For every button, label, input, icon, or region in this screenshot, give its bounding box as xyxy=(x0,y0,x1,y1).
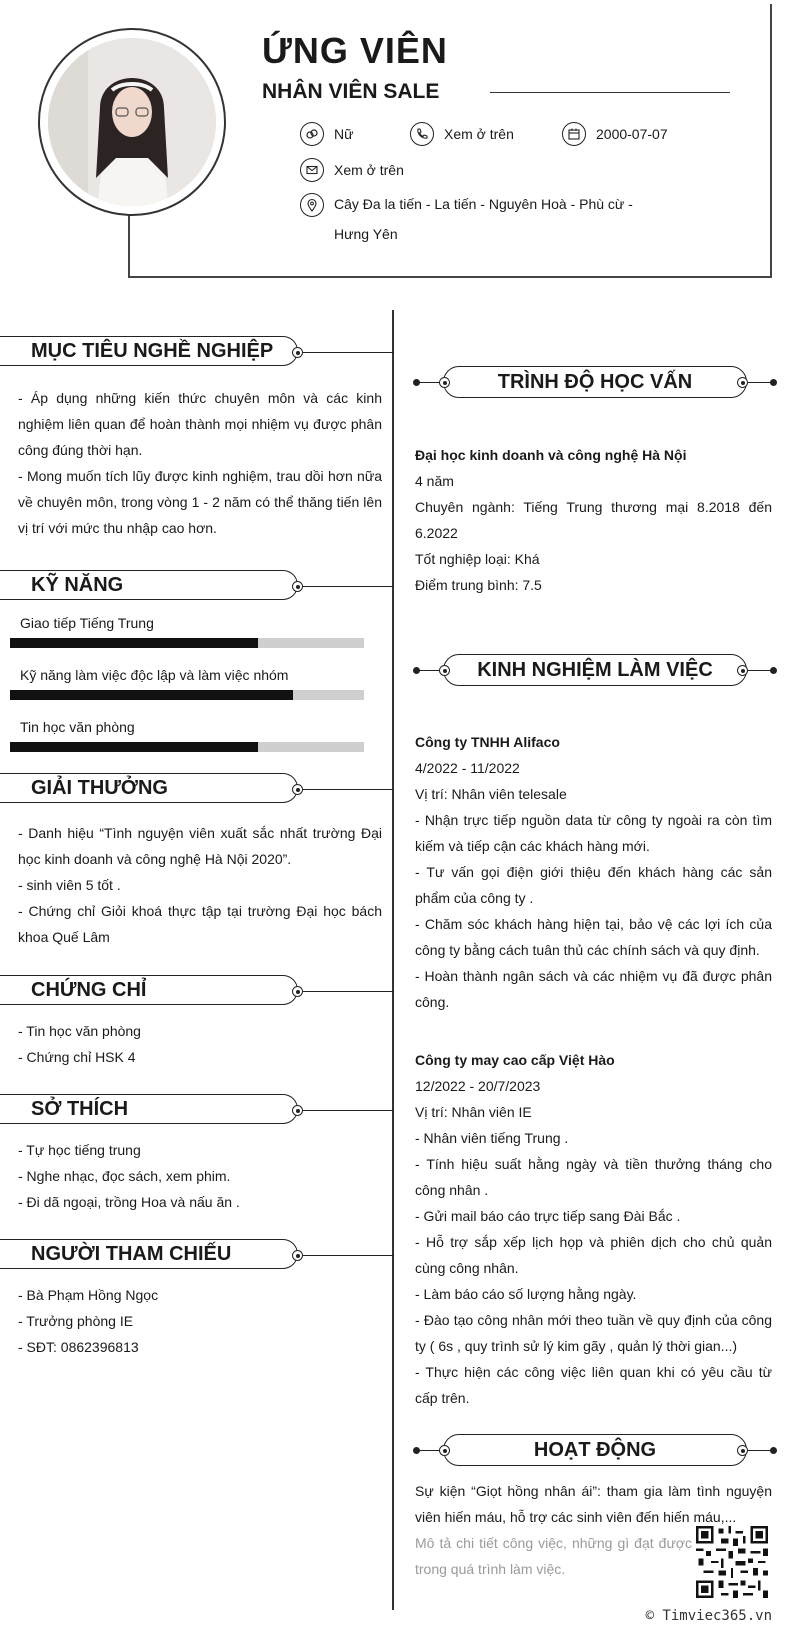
gender-value: Nữ xyxy=(334,126,354,142)
certificates-text: - Tin học văn phòng - Chứng chỉ HSK 4 xyxy=(18,1023,141,1065)
calendar-icon xyxy=(562,122,586,146)
footer-brand: © Timviec365.vn xyxy=(645,1608,772,1624)
section-header-references: NGƯỜI THAM CHIẾU xyxy=(0,1239,395,1273)
birthdate-value: 2000-07-07 xyxy=(596,126,668,142)
column-divider xyxy=(392,310,394,1610)
address-row xyxy=(300,193,664,249)
section-header-activities: HOẠT ĐỘNG xyxy=(415,1434,775,1468)
skill-label: Giao tiếp Tiếng Trung xyxy=(20,615,154,631)
skill-bar xyxy=(10,638,364,648)
section-header-skills: KỸ NĂNG xyxy=(0,570,395,604)
gender-icon xyxy=(300,122,324,146)
section-header-hobbies: SỞ THÍCH xyxy=(0,1094,395,1128)
section-header-objective: MỤC TIÊU NGHỀ NGHIỆP xyxy=(0,336,395,370)
section-header-education: TRÌNH ĐỘ HỌC VẤN xyxy=(415,366,775,400)
hobbies-text: - Tự học tiếng trung - Nghe nhạc, đọc sách, xem phim. - Đi dã ngoại, trồng Hoa và nấu ăn . xyxy=(18,1142,240,1210)
section-header-certificates: CHỨNG CHỈ xyxy=(0,975,395,1009)
references-text: - Bà Phạm Hồng Ngọc - Trưởng phòng IE - SĐT: 0862396813 xyxy=(18,1287,159,1355)
phone-value[interactable]: Xem ở trên xyxy=(444,126,514,142)
awards-text: - Danh hiệu “Tình nguyện viên xuất sắc nhất trường Đại học kinh doanh và công nghệ Hà Nội 2020”. - sinh viên 5 tốt . - Chứng chỉ Giỏi khoá thực tập tại trường Đại học bách khoa Quế Lâm xyxy=(18,825,382,945)
avatar-ring xyxy=(38,28,226,216)
candidate-position: NHÂN VIÊN SALE xyxy=(262,80,440,103)
experience-job-2: Công ty may cao cấp Việt Hào 12/2022 - 20/7/2023 Vị trí: Nhân viên IE - Nhân viên tiếng Trung . - Tính hiệu suất hằng ngày và tiền thưởng tháng cho công nhân . - Gửi mail báo cáo trực tiếp sang Đài Bắc . - Hỗ trợ sắp xếp lịch họp và phiên dịch cho chủ quản cùng công nhân. - Làm báo cáo số lượng hằng ngày. - Đào tạo công nhân mới theo tuần về quy định của công ty ( 6s , quy trình sử lý kim gãy , quản lý thời gian...) - Thực hiện các công việc liên quan khi có yêu cầu từ cấp trên. xyxy=(415,1052,772,1406)
qr-code xyxy=(696,1526,768,1598)
section-header-experience: KINH NGHIỆM LÀM VIỆC xyxy=(415,654,775,688)
skill-bar xyxy=(10,690,364,700)
address-value: Cây Đa la tiến - La tiến - Nguyên Hoà - Phù cừ - Hưng Yên xyxy=(334,196,633,242)
skill-label: Tin học văn phòng xyxy=(20,719,135,735)
location-pin-icon xyxy=(300,193,324,217)
position-underline xyxy=(490,92,730,93)
skill-bar xyxy=(10,742,364,752)
header-frame-left xyxy=(128,210,130,276)
candidate-name: ỨNG VIÊN xyxy=(262,30,448,71)
email-row xyxy=(300,158,404,182)
experience-job-1: Công ty TNHH Alifaco 4/2022 - 11/2022 Vị trí: Nhân viên telesale - Nhận trực tiếp nguồn data từ công ty ngoài ra còn tìm kiếm và tiếp cận các khách hàng mới. - Tư vấn gọi điện giới thiệu đến khách hàng các sản phẩm của công ty . - Chăm sóc khách hàng hiện tại, bảo vệ các lợi ích của công ty bằng cách tuân thủ các chính sách và quy định. - Hoàn thành ngân sách và các nhiệm vụ đã được phân công. xyxy=(415,734,772,1010)
email-value[interactable]: Xem ở trên xyxy=(334,162,404,178)
phone-icon xyxy=(410,122,434,146)
mail-icon xyxy=(300,158,324,182)
phone-row xyxy=(410,122,514,146)
avatar xyxy=(48,38,216,206)
birthdate-row xyxy=(562,122,668,146)
activities-text: Sự kiện “Giọt hồng nhân ái”: tham gia làm tình nguyện viên hiến máu, hỗ trợ các sinh viên đến hiến máu,... Mô tả chi tiết công việc, những gì đạt được trong quá trình làm việc. xyxy=(415,1483,772,1577)
section-header-awards: GIẢI THƯỞNG xyxy=(0,773,395,807)
avatar-photo xyxy=(48,38,216,206)
skill-label: Kỹ năng làm việc độc lập và làm việc nhóm xyxy=(20,667,289,683)
gender-row xyxy=(300,122,353,146)
education-text: Đại học kinh doanh và công nghệ Hà Nội 4 năm Chuyên ngành: Tiếng Trung thương mại 8.2018 đến 6.2022 Tốt nghiệp loại: Khá Điểm trung bình: 7.5 xyxy=(415,447,772,593)
objective-text: - Áp dụng những kiến thức chuyên môn và các kinh nghiệm liên quan để hoàn thành mọi nhiệm vụ được phân công đúng thời hạn. - Mong muốn tích lũy được kinh nghiệm, trau dồi hơn nữa về chuyên môn, trong vòng 1 - 2 năm có thể thăng tiến lên vị trí với mức thu nhập cao hơn. xyxy=(18,390,382,536)
